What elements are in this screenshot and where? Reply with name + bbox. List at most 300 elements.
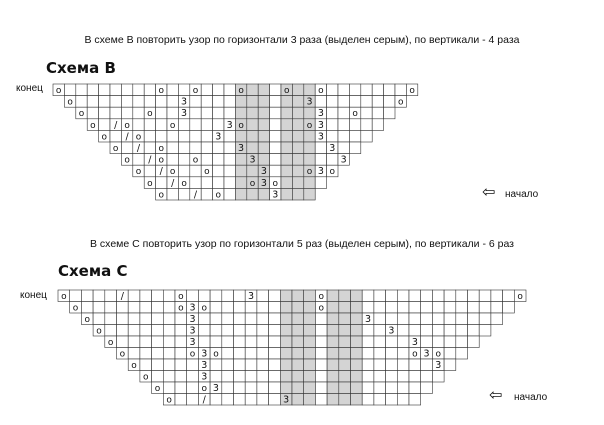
grid-cell [76,84,87,96]
grid-cell [270,119,281,131]
chart-cell [175,348,187,360]
chart-cell [269,325,281,337]
chart-cell [81,313,93,325]
grid-cell [349,130,360,142]
grid-cell [81,290,93,302]
grid-cell [198,325,210,337]
grid-cell [152,302,164,314]
chart-cell [304,177,315,189]
cluster-3-symbol: 3 [435,359,442,371]
chart-cell [198,348,210,360]
yarn-over-symbol: o [352,109,358,120]
grid-cell [178,165,189,177]
chart-cell [386,302,398,314]
grid-cell [432,290,444,302]
grid-cell [421,302,433,314]
chart-cell [351,382,363,394]
chart-cell [234,302,246,314]
chart-cell [121,84,132,96]
grid-cell [156,130,167,142]
chart-cell [128,290,140,302]
chart-cell [156,142,167,154]
chart-cell [281,165,292,177]
shaded-repeat-cell [304,302,316,314]
shaded-repeat-cell [247,130,258,142]
chart-cell [386,348,398,360]
arrow-left-icon: ⇦ [482,182,496,201]
chart-cell [280,325,292,337]
chart-cell [167,188,178,200]
chart-cell [121,142,132,154]
yarn-over-symbol: o [135,167,142,178]
shaded-repeat-cell [351,325,363,337]
chart-cell [292,84,303,96]
chart-cell [421,302,433,314]
chart-cell [210,302,222,314]
chart-cell [304,154,315,166]
grid-cell [421,359,433,371]
chart-cell [175,359,187,371]
decrease-symbol: / [202,394,206,406]
grid-cell [222,359,234,371]
chart-cell [121,154,132,166]
chart-cell [175,302,187,314]
scheme-c-end-label: конец [20,290,47,301]
chart-cell [210,371,222,383]
chart-cell [257,302,269,314]
chart-cell [339,382,351,394]
chart-cell [386,371,398,383]
chart-cell [167,177,178,189]
chart-cell [247,107,258,119]
chart-cell [362,290,374,302]
chart-cell [338,130,349,142]
grid-cell [201,177,212,189]
grid-cell [361,84,372,96]
chart-cell [133,96,144,108]
chart-cell [187,302,199,314]
grid-cell [269,313,281,325]
shaded-repeat-cell [235,177,246,189]
chart-cell [234,325,246,337]
cluster-3-symbol: 3 [238,142,245,154]
grid-cell [117,325,129,337]
grid-cell [167,84,178,96]
shaded-repeat-cell [327,359,339,371]
grid-cell [152,348,164,360]
chart-cell [372,119,383,131]
chart-cell [110,130,121,142]
grid-cell [234,382,246,394]
shaded-repeat-cell [280,313,292,325]
decrease-symbol: / [120,290,124,302]
chart-cell [201,119,212,131]
chart-cell [349,84,360,96]
grid-cell [315,371,327,383]
chart-cell [258,165,269,177]
chart-cell [187,290,199,302]
chart-cell [397,336,409,348]
chart-cell [292,336,304,348]
grid-cell [152,336,164,348]
chart-cell [222,359,234,371]
chart-cell [479,313,491,325]
grid-cell [213,165,224,177]
chart-cell [362,336,374,348]
chart-cell [292,188,303,200]
cluster-3-symbol: 3 [189,302,196,314]
chart-cell [110,142,121,154]
chart-cell [76,107,87,119]
yarn-over-symbol: o [166,395,172,406]
grid-cell [140,313,152,325]
chart-cell [167,130,178,142]
chart-cell [444,348,456,360]
grid-cell [64,84,75,96]
chart-cell [144,142,155,154]
chart-cell [210,313,222,325]
shaded-repeat-cell [292,336,304,348]
chart-cell [374,394,386,406]
chart-cell [479,325,491,337]
yarn-over-symbol: o [61,291,67,302]
chart-cell [269,336,281,348]
yarn-over-symbol: o [84,314,91,325]
chart-cell [175,336,187,348]
grid-cell [257,348,269,360]
grid-cell [234,359,246,371]
grid-cell [213,154,224,166]
chart-cell [140,371,152,383]
grid-cell [128,302,140,314]
grid-cell [362,371,374,383]
chart-cell [222,394,234,406]
yarn-over-symbol: o [107,337,114,348]
grid-cell [245,313,257,325]
shaded-repeat-cell [281,154,292,166]
grid-cell [362,302,374,314]
chart-cell [444,325,456,337]
chart-cell [258,154,269,166]
shaded-repeat-cell [351,348,363,360]
grid-cell [269,348,281,360]
chart-cell [167,142,178,154]
chart-cell [99,107,110,119]
chart-cell [432,313,444,325]
chart-cell [213,177,224,189]
shaded-repeat-cell [292,154,303,166]
chart-cell [156,177,167,189]
chart-cell [163,325,175,337]
chart-cell [163,359,175,371]
chart-cell [257,313,269,325]
grid-cell [468,336,480,348]
chart-cell [140,359,152,371]
grid-cell [315,336,327,348]
chart-cell [235,130,246,142]
grid-cell [175,382,187,394]
shaded-repeat-cell [235,130,246,142]
grid-cell [222,371,234,383]
chart-cell [362,313,374,325]
grid-cell [456,302,468,314]
yarn-over-symbol: o [409,86,415,97]
grid-cell [105,325,117,337]
grid-cell [386,359,398,371]
chart-cell [281,119,292,131]
shaded-repeat-cell [292,165,303,177]
chart-cell [292,107,303,119]
chart-cell [315,142,326,154]
chart-cell [292,119,303,131]
chart-cell [409,348,421,360]
chart-cell [222,371,234,383]
chart-cell [190,96,201,108]
chart-cell [397,359,409,371]
grid-cell [178,188,189,200]
chart-cell [178,177,189,189]
yarn-over-symbol: o [131,360,137,371]
chart-cell [187,382,199,394]
chart-cell [87,96,98,108]
shaded-repeat-cell [304,177,315,189]
chart-cell [327,107,338,119]
chart-cell [222,336,234,348]
chart-cell [338,154,349,166]
chart-cell [247,188,258,200]
chart-cell [257,394,269,406]
grid-cell [361,130,372,142]
chart-cell [351,290,363,302]
chart-cell [152,371,164,383]
chart-cell [234,290,246,302]
chart-cell [281,142,292,154]
chart-cell [362,382,374,394]
grid-cell [269,336,281,348]
chart-cell [76,96,87,108]
grid-cell [270,107,281,119]
shaded-repeat-cell [304,382,316,394]
grid-cell [456,325,468,337]
chart-cell [190,84,201,96]
grid-cell [222,325,234,337]
shaded-repeat-cell [247,165,258,177]
grid-cell [234,325,246,337]
chart-cell [409,290,421,302]
cluster-3-symbol: 3 [317,108,324,120]
shaded-repeat-cell [339,313,351,325]
chart-cell [234,336,246,348]
yarn-over-symbol: o [201,383,208,394]
grid-cell [456,313,468,325]
chart-cell [315,290,327,302]
chart-cell [456,302,468,314]
chart-cell [257,359,269,371]
chart-cell [258,188,269,200]
shaded-repeat-cell [304,348,316,360]
grid-cell [213,142,224,154]
shaded-repeat-cell [292,142,303,154]
grid-cell [421,382,433,394]
grid-cell [374,371,386,383]
chart-cell [269,359,281,371]
shaded-repeat-cell [247,142,258,154]
chart-cell [201,142,212,154]
chart-cell [140,302,152,314]
chart-cell [338,107,349,119]
chart-cell [121,96,132,108]
chart-cell [190,188,201,200]
chart-cell [133,165,144,177]
grid-cell [315,96,326,108]
chart-cell [362,325,374,337]
shaded-repeat-cell [339,394,351,406]
chart-cell [397,313,409,325]
chart-cell [374,313,386,325]
chart-cell [81,302,93,314]
chart-cell [224,154,235,166]
chart-cell [121,130,132,142]
cluster-3-symbol: 3 [272,189,279,201]
chart-cell [270,188,281,200]
grid-cell [105,313,117,325]
chart-cell [280,348,292,360]
grid-cell [349,119,360,131]
grid-cell [245,302,257,314]
shaded-repeat-cell [258,119,269,131]
yarn-over-symbol: o [318,303,325,314]
shaded-repeat-cell [304,154,315,166]
shaded-repeat-cell [292,313,304,325]
shaded-repeat-cell [339,348,351,360]
shaded-repeat-cell [281,119,292,131]
chart-cell [338,96,349,108]
chart-cell [210,394,222,406]
cluster-3-symbol: 3 [201,359,208,371]
chart-cell [304,371,316,383]
chart-cell [338,119,349,131]
cluster-3-symbol: 3 [215,131,222,143]
chart-cell [327,359,339,371]
grid-cell [190,177,201,189]
chart-cell [292,371,304,383]
grid-cell [93,290,105,302]
cluster-3-symbol: 3 [340,154,347,166]
decrease-symbol: / [136,142,141,154]
grid-cell [245,371,257,383]
chart-cell [372,96,383,108]
chart-cell [397,371,409,383]
chart-cell [70,302,82,314]
chart-cell [280,371,292,383]
shaded-repeat-cell [235,188,246,200]
chart-cell [156,96,167,108]
chart-cell [361,107,372,119]
chart-cell [327,165,338,177]
scheme-b-start-label: начало [505,189,539,200]
chart-cell [156,154,167,166]
cluster-3-symbol: 3 [260,166,267,178]
decrease-symbol: / [171,177,175,189]
chart-cell [247,177,258,189]
chart-cell [304,119,315,131]
grid-cell [349,96,360,108]
chart-cell [292,359,304,371]
chart-cell [110,96,121,108]
yarn-over-symbol: o [67,97,73,108]
decrease-symbol: / [148,154,152,166]
grid-cell [372,107,383,119]
chart-cell [491,302,503,314]
chart-cell [304,84,315,96]
grid-cell [224,107,235,119]
chart-cell [395,96,406,108]
grid-cell [128,290,140,302]
chart-cell [269,290,281,302]
chart-cell [175,325,187,337]
yarn-over-symbol: o [517,291,523,302]
chart-cell [444,313,456,325]
yarn-over-symbol: o [142,372,149,383]
chart-cell [247,165,258,177]
shaded-repeat-cell [304,325,316,337]
chart-cell [247,96,258,108]
chart-cell [235,154,246,166]
grid-cell [372,84,383,96]
chart-cell [152,359,164,371]
grid-cell [140,302,152,314]
grid-cell [421,325,433,337]
grid-cell [315,142,326,154]
grid-cell [99,107,110,119]
grid-cell [201,119,212,131]
chart-cell [245,359,257,371]
shaded-repeat-cell [292,107,303,119]
shaded-repeat-cell [327,325,339,337]
grid-cell [210,336,222,348]
yarn-over-symbol: o [147,109,153,120]
cluster-3-symbol: 3 [306,96,313,108]
grid-cell [338,142,349,154]
grid-cell [397,348,409,360]
grid-cell [175,359,187,371]
chart-cell [234,394,246,406]
chart-cell [198,371,210,383]
chart-cell [281,154,292,166]
grid-cell [386,313,398,325]
grid-cell [444,302,456,314]
chart-cell [351,325,363,337]
chart-cell [304,142,315,154]
chart-cell [117,348,129,360]
grid-cell [117,302,129,314]
grid-cell [479,290,491,302]
chart-cell [234,348,246,360]
chart-cell [386,313,398,325]
chart-cell [105,313,117,325]
grid-cell [210,313,222,325]
chart-cell [245,302,257,314]
grid-cell [163,336,175,348]
yarn-over-symbol: o [124,120,130,131]
grid-cell [234,302,246,314]
chart-cell [351,348,363,360]
shaded-repeat-cell [304,336,316,348]
chart-cell [156,188,167,200]
shaded-repeat-cell [280,348,292,360]
chart-cell [270,154,281,166]
chart-cell [479,290,491,302]
